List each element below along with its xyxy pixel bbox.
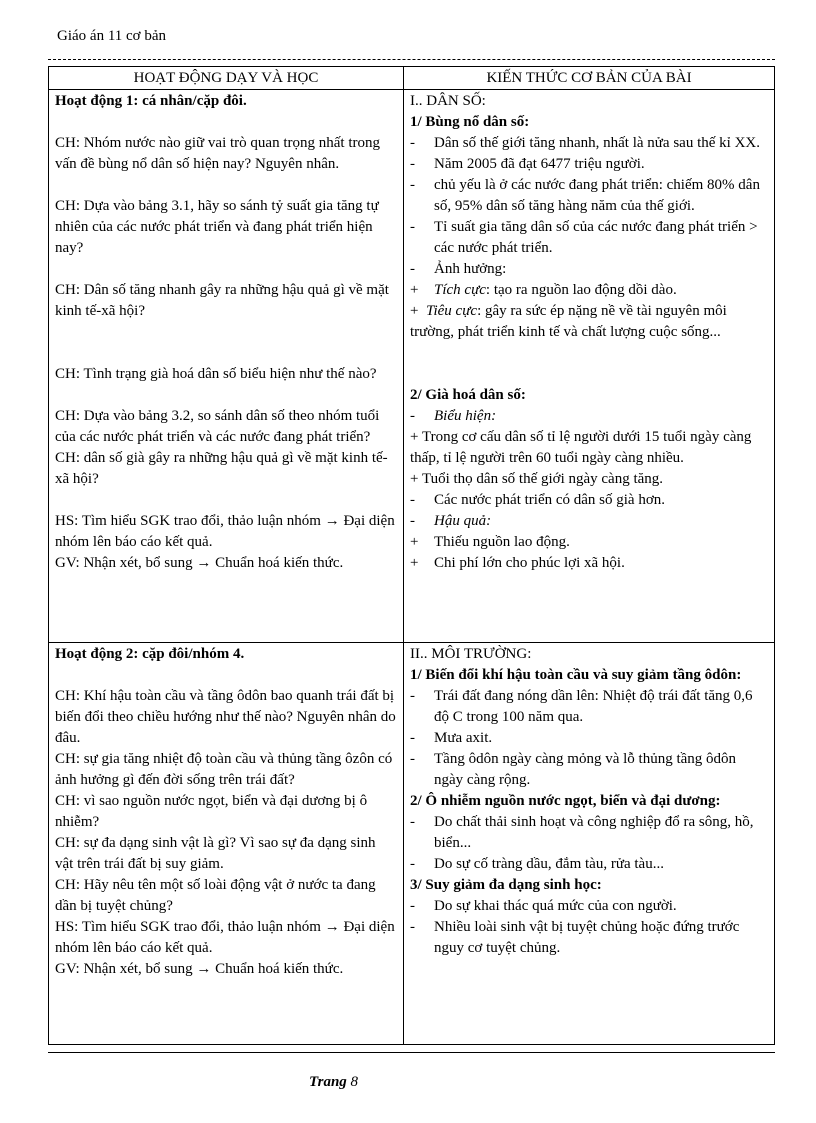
table-row: [49, 643, 775, 1045]
question: CH: dân số già gây ra những hậu quả gì về mặt kinh tế-xã hội?: [55, 450, 388, 487]
list-item: + Tích cực: tạo ra nguồn lao động dồi dào.: [410, 282, 677, 298]
list-item: - Tỉ suất gia tăng dân số của các nước đang phát triển > các nước phát triển.: [410, 219, 758, 256]
question: CH: sự đa dạng sinh vật là gì? Vì sao sự đa dạng sinh vật trên trái đất bị suy giảm.: [55, 835, 376, 872]
question: CH: Khí hậu toàn cầu và tầng ôdôn bao quanh trái đất bị biến đổi theo chiều hướng như thế nào? Nguyên nhân do đâu.: [55, 688, 396, 746]
activity-title: Hoạt động 2: cặp đôi/nhóm 4.: [55, 646, 245, 662]
teacher-task: GV: Nhận xét, bổ sung → Chuẩn hoá kiến thức.: [55, 961, 344, 977]
subsection-title: 2/ Già hoá dân số:: [410, 387, 526, 403]
list-item: + Thiếu nguồn lao động.: [410, 534, 570, 550]
subsection-title: 1/ Biến đổi khí hậu toàn cầu và suy giảm tầng ôdôn:: [410, 667, 742, 683]
col-header-knowledge: KIẾN THỨC CƠ BẢN CỦA BÀI: [404, 67, 775, 90]
table-row: [49, 90, 775, 643]
lesson-table: [48, 66, 775, 1045]
list-item: - Biểu hiện:: [410, 408, 497, 424]
question: CH: Hãy nêu tên một số loài động vật ở nước ta đang dần bị tuyệt chủng?: [55, 877, 376, 914]
list-item: - Tầng ôdôn ngày càng mỏng và lỗ thủng tầng ôdôn ngày càng rộng.: [410, 751, 737, 788]
list-item: - Ảnh hưởng:: [410, 261, 507, 277]
col-header-activities: HOẠT ĐỘNG DẠY VÀ HỌC: [49, 67, 404, 90]
teacher-task: GV: Nhận xét, bổ sung → Chuẩn hoá kiến thức.: [55, 555, 344, 571]
knowledge-cell-1: [404, 90, 775, 643]
list-item: - Dân số thế giới tăng nhanh, nhất là nửa sau thế kỉ XX.: [410, 135, 760, 151]
subsection-title: 3/ Suy giảm đa dạng sinh học:: [410, 877, 602, 893]
question: CH: Tình trạng già hoá dân số biểu hiện như thế nào?: [55, 366, 377, 382]
list-item: - chủ yếu là ở các nước đang phát triển: chiếm 80% dân số, 95% dân số tăng hàng năm của thế giới.: [410, 177, 760, 214]
list-item: + Tuổi thọ dân số thế giới ngày càng tăng.: [410, 471, 664, 487]
activities-cell-1: [49, 90, 404, 643]
subsection-title: 1/ Bùng nổ dân số:: [410, 114, 530, 130]
table-header-row: [49, 67, 775, 90]
question: CH: Dựa vào bảng 3.2, so sánh dân số theo nhóm tuổi của các nước phát triển và các nước đang phát triển?: [55, 408, 380, 445]
activity-title: Hoạt động 1: cá nhân/cặp đôi.: [55, 93, 247, 109]
section-title: I.. DÂN SỐ:: [410, 93, 486, 109]
list-item: + Chi phí lớn cho phúc lợi xã hội.: [410, 555, 625, 571]
header-divider: [48, 59, 775, 60]
list-item: + Trong cơ cấu dân số tỉ lệ người dưới 15 tuổi ngày càng thấp, tỉ lệ người trên 60 tuổi ngày càng nhiều.: [410, 429, 752, 466]
list-item: - Các nước phát triển có dân số già hơn.: [410, 492, 666, 508]
question: CH: Dân số tăng nhanh gây ra những hậu quả gì về mặt kinh tế-xã hội?: [55, 282, 389, 319]
student-task: HS: Tìm hiểu SGK trao đổi, thảo luận nhóm → Đại diện nhóm lên báo cáo kết quả.: [55, 919, 395, 956]
page-number: Trang 8: [309, 1074, 359, 1090]
list-item: - Nhiều loài sinh vật bị tuyệt chủng hoặc đứng trước nguy cơ tuyệt chủng.: [410, 919, 740, 956]
list-item: - Năm 2005 đã đạt 6477 triệu người.: [410, 156, 645, 172]
activities-cell-2: [49, 643, 404, 1045]
question: CH: vì sao nguồn nước ngọt, biển và đại dương bị ô nhiễm?: [55, 793, 368, 830]
knowledge-cell-2: [404, 643, 775, 1045]
list-item: - Hậu quả:: [410, 513, 492, 529]
list-item: - Do sự khai thác quá mức của con người.: [410, 898, 677, 914]
list-item: - Trái đất đang nóng dần lên: Nhiệt độ trái đất tăng 0,6 độ C trong 100 năm qua.: [410, 688, 753, 725]
section-title: II.. MÔI TRƯỜNG:: [410, 646, 532, 662]
subsection-title: 2/ Ô nhiễm nguồn nước ngọt, biển và đại dương:: [410, 793, 721, 809]
list-item: + Tiêu cực: gây ra sức ép nặng nề về tài nguyên môi trường, phát triển kinh tế và chất lượng cuộc sống...: [410, 303, 727, 340]
list-item: - Do chất thải sinh hoạt và công nghiệp đổ ra sông, hồ, biển...: [410, 814, 754, 851]
list-item: - Do sự cố tràng dầu, đắm tàu, rửa tàu...: [410, 856, 664, 872]
student-task: HS: Tìm hiểu SGK trao đổi, thảo luận nhóm → Đại diện nhóm lên báo cáo kết quả.: [55, 513, 395, 550]
question: CH: sự gia tăng nhiệt độ toàn cầu và thủng tầng ôzôn có ảnh hưởng gì đến đời sống trên trái đất?: [55, 751, 393, 788]
document-header: Giáo án 11 cơ bản: [57, 28, 167, 44]
question: CH: Nhóm nước nào giữ vai trò quan trọng nhất trong vấn đề bùng nổ dân số hiện nay? Nguyên nhân.: [55, 135, 380, 172]
question: CH: Dựa vào bảng 3.1, hãy so sánh tỷ suất gia tăng tự nhiên của các nước phát triển và đang phát triển hiện nay?: [55, 198, 379, 256]
footer-divider: [48, 1052, 775, 1053]
list-item: - Mưa axit.: [410, 730, 493, 746]
